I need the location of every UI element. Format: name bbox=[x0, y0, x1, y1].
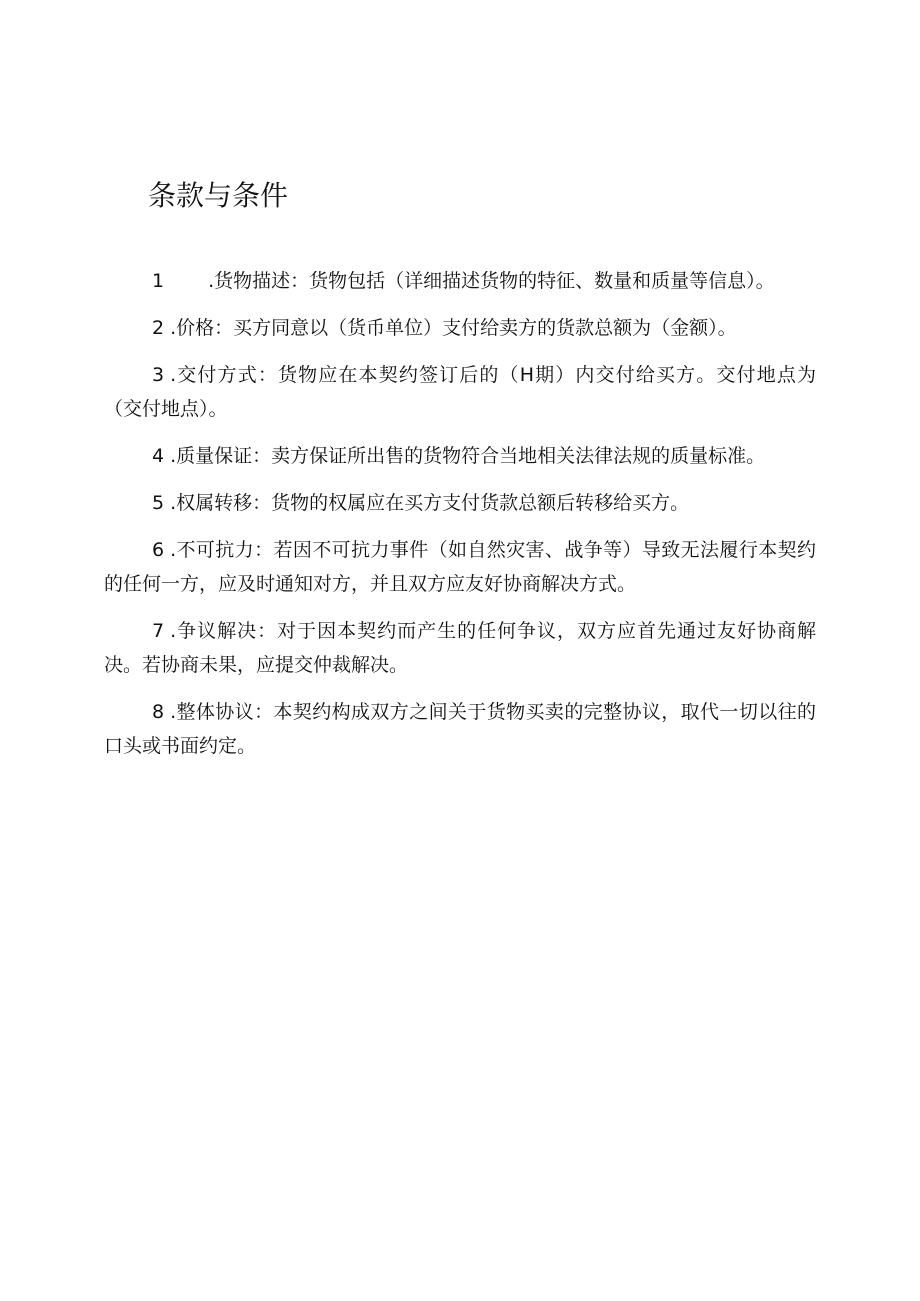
clause-list bbox=[104, 264, 816, 776]
clause-text: .整体协议：本契约构成双方之间关于货物买卖的完整协议，取代一切以往的口头或书面约定。 bbox=[104, 701, 816, 757]
clause-4 bbox=[104, 439, 816, 473]
clause-number: 1 bbox=[152, 270, 165, 292]
clause-text: .价格：买方同意以（货币单位）支付给卖方的货款总额为（金额）。 bbox=[170, 317, 737, 339]
clause-number: 6 bbox=[152, 539, 165, 561]
clause-7 bbox=[104, 614, 816, 682]
clause-number: 5 bbox=[152, 492, 165, 514]
clause-3 bbox=[104, 358, 816, 426]
clause-number: 4 bbox=[152, 445, 165, 467]
clause-6 bbox=[104, 533, 816, 601]
clause-1 bbox=[104, 264, 816, 298]
clause-text: .货物描述：货物包括（详细描述货物的特征、数量和质量等信息）。 bbox=[208, 270, 775, 292]
page-title: 条款与条件 bbox=[148, 179, 289, 212]
clause-text: .质量保证：卖方保证所出售的货物符合当地相关法律法规的质量标准。 bbox=[170, 445, 766, 467]
clause-number: 3 bbox=[152, 364, 165, 386]
clause-5 bbox=[104, 486, 816, 520]
clause-text: .权属转移：货物的权属应在买方支付货款总额后转移给买方。 bbox=[170, 492, 690, 514]
clause-number: 8 bbox=[152, 701, 165, 723]
clause-number: 2 bbox=[152, 317, 165, 339]
clause-text: .争议解决：对于因本契约而产生的任何争议，双方应首先通过友好协商解决。若协商未果，应提交仲裁解决。 bbox=[104, 620, 816, 676]
clause-2 bbox=[104, 311, 816, 345]
clause-8 bbox=[104, 695, 816, 763]
clause-text: .不可抗力：若因不可抗力事件（如自然灾害、战争等）导致无法履行本契约的任何一方，应及时通知对方，并且双方应友好协商解决方式。 bbox=[104, 539, 816, 595]
clause-text: .交付方式：货物应在本契约签订后的（H期）内交付给买方。交付地点为（交付地点）。 bbox=[104, 364, 816, 420]
clause-number: 7 bbox=[152, 620, 165, 642]
